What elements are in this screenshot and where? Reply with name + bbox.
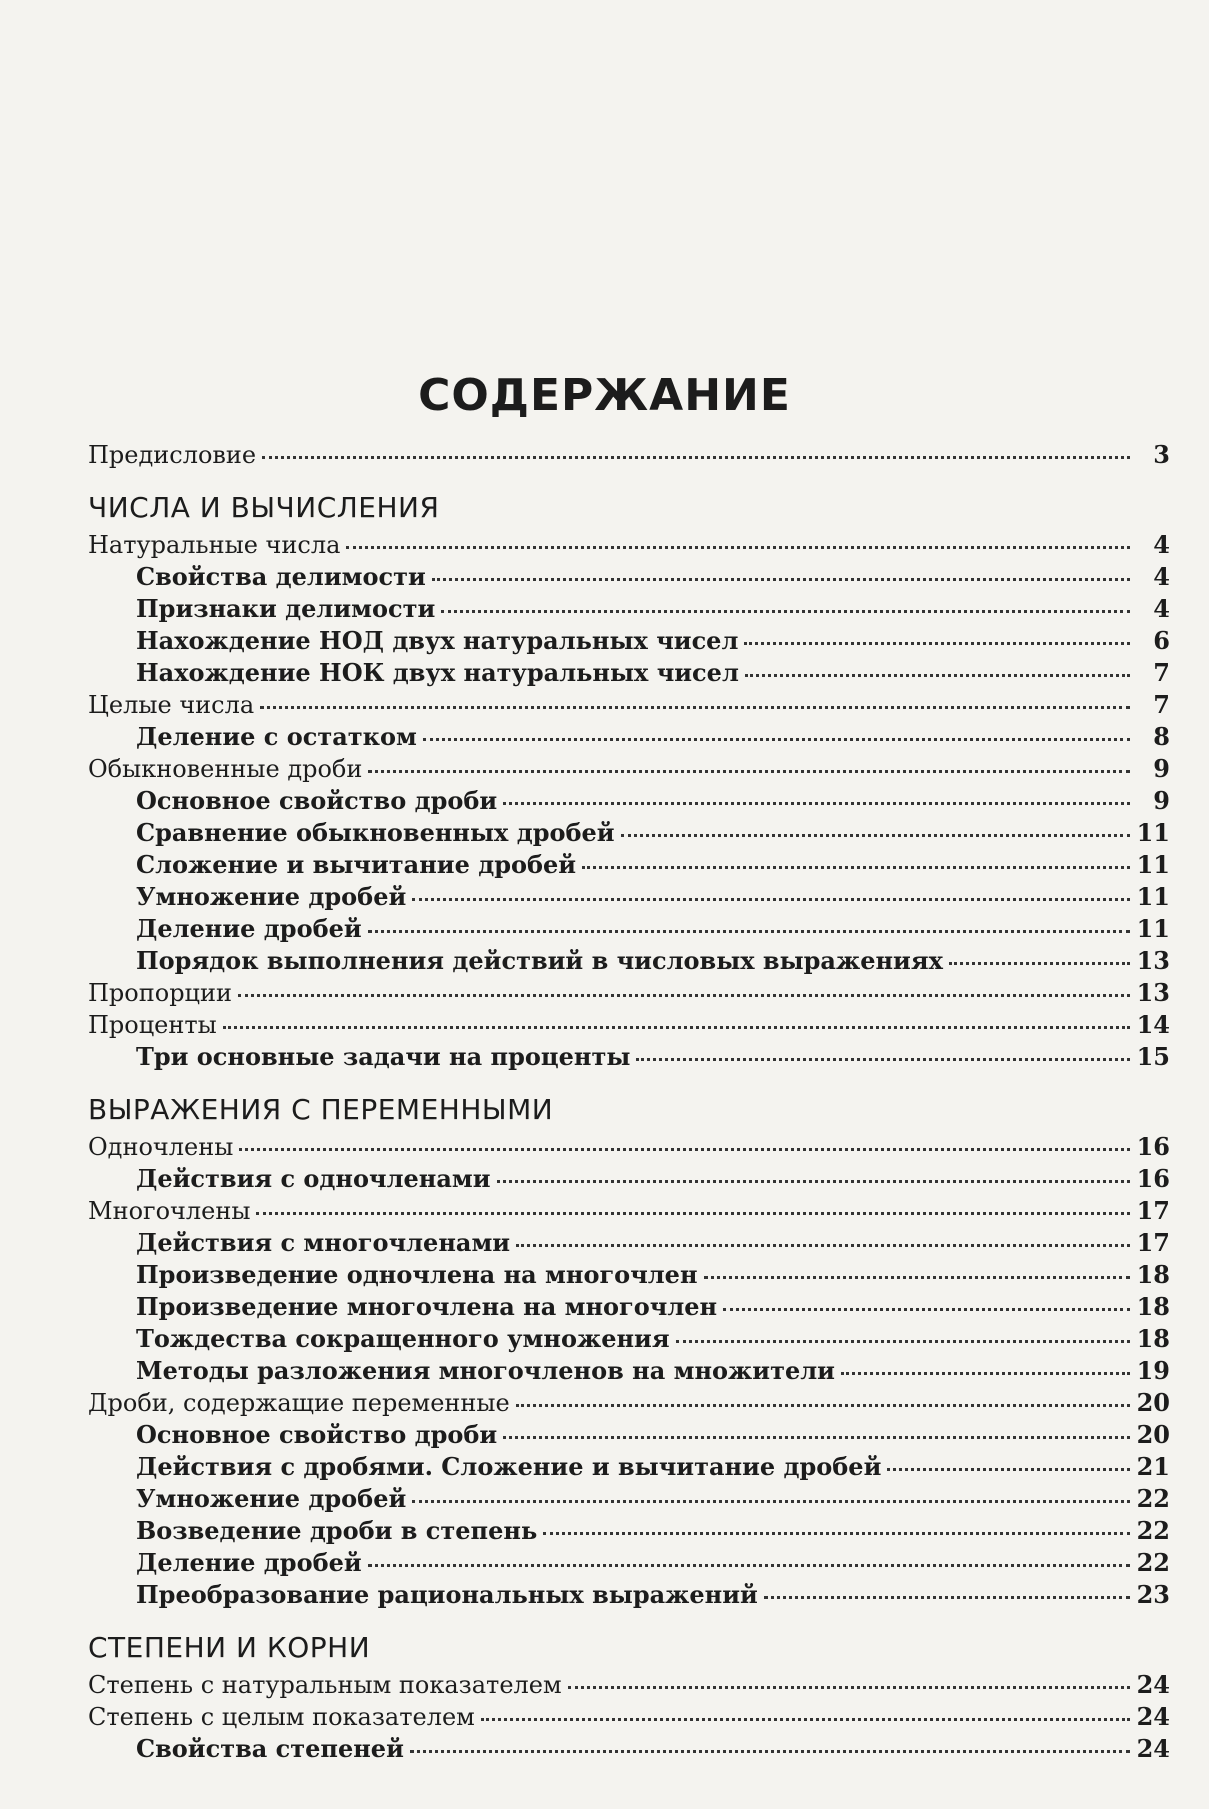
dot-leader bbox=[503, 1436, 1130, 1439]
toc-page-number: 13 bbox=[1136, 978, 1170, 1007]
toc-entry bbox=[88, 440, 1170, 472]
toc-entry-label: Многочлены bbox=[88, 1197, 251, 1225]
toc-subentry bbox=[88, 1324, 1170, 1356]
dot-leader bbox=[676, 1340, 1130, 1343]
toc-entry bbox=[88, 1388, 1170, 1420]
toc-page-number: 14 bbox=[1136, 1010, 1170, 1039]
toc-page-number: 17 bbox=[1136, 1228, 1170, 1257]
toc-entry-label: Преобразование рациональных выражений bbox=[136, 1580, 758, 1609]
dot-leader bbox=[516, 1404, 1130, 1407]
toc-subentry bbox=[88, 946, 1170, 978]
toc-entry-label: Дроби, содержащие переменные bbox=[88, 1389, 510, 1417]
dot-leader bbox=[346, 546, 1130, 549]
toc-entry-label: Нахождение НОК двух натуральных чисел bbox=[136, 658, 739, 687]
toc-page-number: 22 bbox=[1136, 1548, 1170, 1577]
toc-page-number: 18 bbox=[1136, 1292, 1170, 1321]
toc-page-number: 4 bbox=[1153, 562, 1170, 591]
toc-subentry bbox=[88, 562, 1170, 594]
dot-leader bbox=[481, 1718, 1130, 1721]
toc-page-number: 23 bbox=[1136, 1580, 1170, 1609]
toc-entry-label: Признаки делимости bbox=[136, 594, 436, 623]
toc-entry-label: Свойства степеней bbox=[136, 1734, 404, 1763]
toc-entry-label: Произведение одночлена на многочлен bbox=[136, 1260, 698, 1289]
dot-leader bbox=[412, 1500, 1130, 1503]
dot-leader bbox=[368, 930, 1130, 933]
toc-entry-label: Деление дробей bbox=[136, 1548, 362, 1577]
toc-entry-label: Методы разложения многочленов на множители bbox=[136, 1356, 835, 1385]
dot-leader bbox=[262, 456, 1130, 459]
dot-leader bbox=[621, 834, 1130, 837]
toc-entry-label: Порядок выполнения действий в числовых выражениях bbox=[136, 946, 943, 975]
dot-leader bbox=[423, 738, 1130, 741]
toc-subentry bbox=[88, 1516, 1170, 1548]
toc-page-number: 22 bbox=[1136, 1484, 1170, 1513]
toc-subentry bbox=[88, 722, 1170, 754]
toc-entry-label: Возведение дроби в степень bbox=[136, 1516, 538, 1545]
toc-entry-label: Натуральные числа bbox=[88, 531, 341, 559]
dot-leader bbox=[745, 674, 1130, 677]
toc-subentry bbox=[88, 1420, 1170, 1452]
toc-entry bbox=[88, 1702, 1170, 1734]
toc-page-number: 24 bbox=[1136, 1670, 1170, 1699]
toc-page-number: 21 bbox=[1136, 1452, 1170, 1481]
toc-section-heading: ВЫРАЖЕНИЯ С ПЕРЕМЕННЫМИ bbox=[88, 1093, 554, 1126]
toc-page-number: 3 bbox=[1153, 440, 1170, 469]
dot-leader bbox=[636, 1058, 1130, 1061]
dot-leader bbox=[568, 1686, 1130, 1689]
toc-subentry bbox=[88, 1734, 1170, 1766]
toc-subentry bbox=[88, 1356, 1170, 1388]
toc-page-number: 9 bbox=[1153, 786, 1170, 815]
toc-page-number: 7 bbox=[1153, 690, 1170, 719]
toc-page-number: 18 bbox=[1136, 1260, 1170, 1289]
toc-subentry bbox=[88, 882, 1170, 914]
toc-entry-label: Основное свойство дроби bbox=[136, 786, 498, 815]
dot-leader bbox=[503, 802, 1130, 805]
table-of-contents bbox=[88, 440, 1170, 1766]
toc-page-number: 11 bbox=[1136, 882, 1170, 911]
dot-leader bbox=[223, 1026, 1130, 1029]
dot-leader bbox=[497, 1180, 1130, 1183]
toc-subentry bbox=[88, 818, 1170, 850]
toc-page-number: 17 bbox=[1136, 1196, 1170, 1225]
toc-entry-label: Степень с натуральным показателем bbox=[88, 1671, 562, 1699]
toc-entry-label: Действия с многочленами bbox=[136, 1228, 511, 1257]
toc-subentry bbox=[88, 594, 1170, 626]
toc-page-number: 11 bbox=[1136, 850, 1170, 879]
toc-page-number: 15 bbox=[1136, 1042, 1170, 1071]
toc-entry-label: Основное свойство дроби bbox=[136, 1420, 498, 1449]
toc-page-number: 13 bbox=[1136, 946, 1170, 975]
dot-leader bbox=[412, 898, 1130, 901]
toc-entry-label: Три основные задачи на проценты bbox=[136, 1042, 631, 1071]
toc-entry-label: Умножение дробей bbox=[136, 882, 407, 911]
toc-entry bbox=[88, 690, 1170, 722]
toc-subentry bbox=[88, 1164, 1170, 1196]
toc-page-number: 20 bbox=[1136, 1388, 1170, 1417]
toc-subentry bbox=[88, 1452, 1170, 1484]
toc-entry bbox=[88, 1132, 1170, 1164]
toc-entry-label: Деление дробей bbox=[136, 914, 362, 943]
toc-subentry bbox=[88, 914, 1170, 946]
toc-section-heading: СТЕПЕНИ И КОРНИ bbox=[88, 1631, 371, 1664]
toc-page-number: 24 bbox=[1136, 1702, 1170, 1731]
dot-leader bbox=[239, 1148, 1130, 1151]
dot-leader bbox=[368, 1564, 1130, 1567]
dot-leader bbox=[368, 770, 1130, 773]
toc-subentry bbox=[88, 658, 1170, 690]
toc-entry bbox=[88, 1670, 1170, 1702]
toc-entry bbox=[88, 1196, 1170, 1228]
toc-page-number: 16 bbox=[1136, 1132, 1170, 1161]
toc-subentry bbox=[88, 786, 1170, 818]
toc-subentry bbox=[88, 1042, 1170, 1074]
toc-page-number: 8 bbox=[1153, 722, 1170, 751]
toc-entry-label: Умножение дробей bbox=[136, 1484, 407, 1513]
dot-leader bbox=[841, 1372, 1130, 1375]
toc-page-number: 16 bbox=[1136, 1164, 1170, 1193]
toc-entry-label: Целые числа bbox=[88, 691, 255, 719]
toc-page-number: 19 bbox=[1136, 1356, 1170, 1385]
dot-leader bbox=[887, 1468, 1130, 1471]
toc-entry bbox=[88, 978, 1170, 1010]
toc-page-number: 4 bbox=[1153, 594, 1170, 623]
page-title: СОДЕРЖАНИЕ bbox=[418, 370, 791, 421]
toc-entry-label: Действия с дробями. Сложение и вычитание дробей bbox=[136, 1452, 882, 1481]
toc-page-number: 18 bbox=[1136, 1324, 1170, 1353]
dot-leader bbox=[764, 1596, 1130, 1599]
toc-subentry bbox=[88, 1580, 1170, 1612]
toc-entry-label: Степень с целым показателем bbox=[88, 1703, 475, 1731]
dot-leader bbox=[949, 962, 1130, 965]
toc-subentry bbox=[88, 1260, 1170, 1292]
toc-entry bbox=[88, 1010, 1170, 1042]
toc-entry-label: Одночлены bbox=[88, 1133, 234, 1161]
toc-page-number: 6 bbox=[1153, 626, 1170, 655]
toc-subentry bbox=[88, 1484, 1170, 1516]
dot-leader bbox=[410, 1750, 1130, 1753]
toc-entry-label: Свойства делимости bbox=[136, 562, 426, 591]
toc-entry-label: Сложение и вычитание дробей bbox=[136, 850, 577, 879]
toc-entry-label: Деление с остатком bbox=[136, 722, 417, 751]
toc-page-number: 7 bbox=[1153, 658, 1170, 687]
toc-page-number: 9 bbox=[1153, 754, 1170, 783]
dot-leader bbox=[432, 578, 1130, 581]
toc-page-number: 11 bbox=[1136, 914, 1170, 943]
toc-page-number: 24 bbox=[1136, 1734, 1170, 1763]
dot-leader bbox=[582, 866, 1130, 869]
dot-leader bbox=[256, 1212, 1130, 1215]
toc-entry-label: Тождества сокращенного умножения bbox=[136, 1324, 670, 1353]
dot-leader bbox=[441, 610, 1130, 613]
toc-entry-label: Пропорции bbox=[88, 979, 232, 1007]
toc-entry-label: Нахождение НОД двух натуральных чисел bbox=[136, 626, 739, 655]
dot-leader bbox=[238, 994, 1130, 997]
toc-entry bbox=[88, 530, 1170, 562]
toc-entry-label: Произведение многочлена на многочлен bbox=[136, 1292, 718, 1321]
toc-subentry bbox=[88, 850, 1170, 882]
toc-page-number: 22 bbox=[1136, 1516, 1170, 1545]
toc-subentry bbox=[88, 1228, 1170, 1260]
toc-section-heading: ЧИСЛА И ВЫЧИСЛЕНИЯ bbox=[88, 491, 440, 524]
toc-entry bbox=[88, 754, 1170, 786]
toc-page-number: 4 bbox=[1153, 530, 1170, 559]
dot-leader bbox=[744, 642, 1130, 645]
toc-subentry bbox=[88, 1292, 1170, 1324]
dot-leader bbox=[723, 1308, 1130, 1311]
toc-entry-label: Сравнение обыкновенных дробей bbox=[136, 818, 615, 847]
toc-subentry bbox=[88, 1548, 1170, 1580]
toc-page-number: 11 bbox=[1136, 818, 1170, 847]
dot-leader bbox=[516, 1244, 1130, 1247]
toc-entry-label: Проценты bbox=[88, 1011, 217, 1039]
toc-entry-label: Обыкновенные дроби bbox=[88, 755, 363, 783]
toc-page-number: 20 bbox=[1136, 1420, 1170, 1449]
dot-leader bbox=[704, 1276, 1130, 1279]
toc-subentry bbox=[88, 626, 1170, 658]
toc-entry-label: Предисловие bbox=[88, 441, 257, 469]
toc-entry-label: Действия с одночленами bbox=[136, 1164, 491, 1193]
dot-leader bbox=[543, 1532, 1130, 1535]
dot-leader bbox=[260, 706, 1130, 709]
